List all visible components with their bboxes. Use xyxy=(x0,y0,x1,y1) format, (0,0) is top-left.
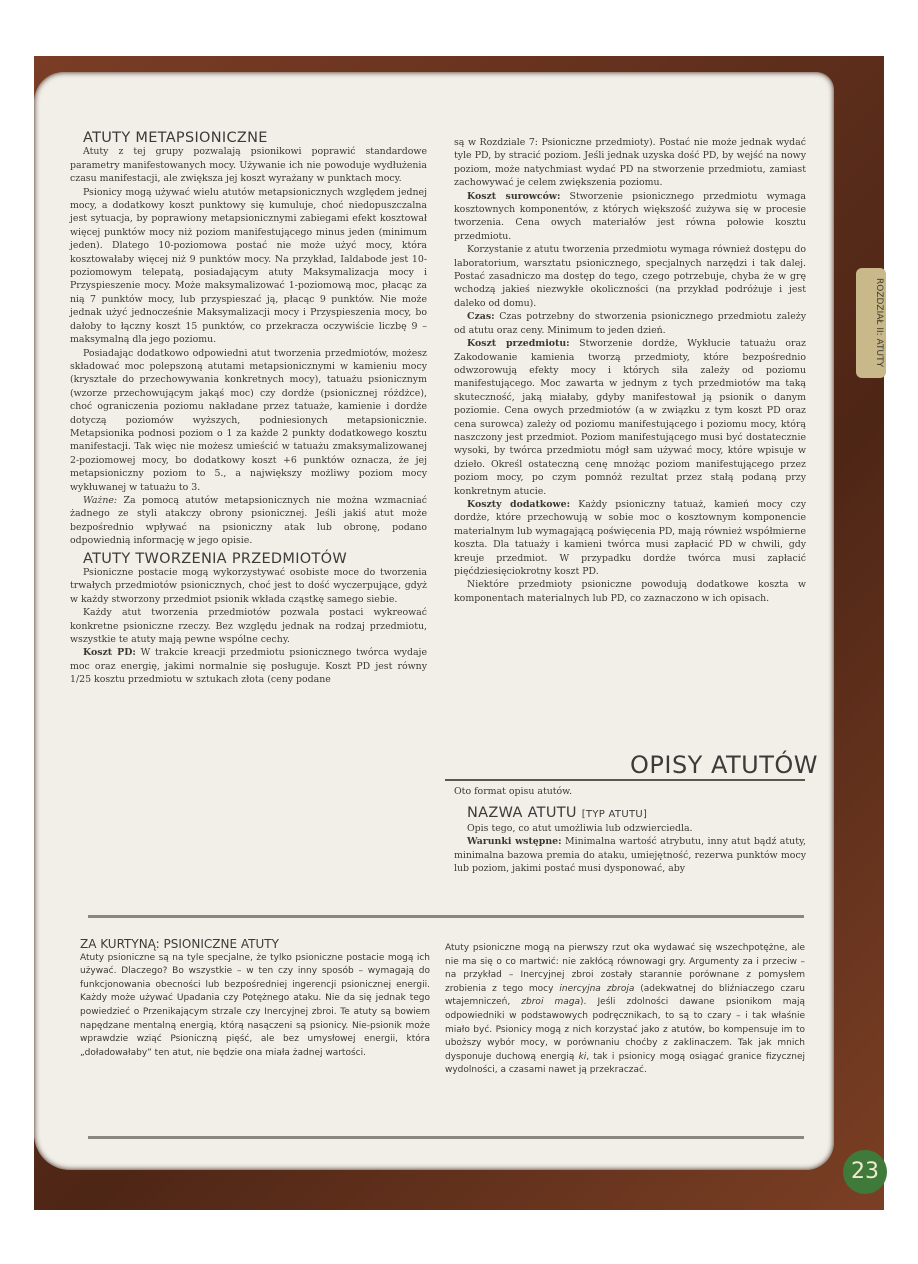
paragraph: Atuty z tej grupy pozwalają psionikowi poprawić standardowe parametry manifestowanych mocy. Używanie ich nie powoduje wydłużenia czasu manifestacji, ale zwiększa jej koszt wyrażany w punktach mocy. xyxy=(70,146,427,185)
paragraph: Posiadając dodatkowo odpowiedni atut tworzenia przedmiotów, możesz składować moc polepszoną atutami metapsionicznymi w kamieniu mocy (kryształe do przechowywania konkretnych mocy), tatuażu psionicznym (wzorze przechowującym jakąś moc) czy dordże (psionicznej różdżce), choć ograniczenia poziomu nakładane przez tatuaże, kamienie i dordże dotyczą poziomów wyższych, podniesionych metapsionicznie. Metapsionika podnosi poziom o 1 za każde 2 punkty dodatkowego kosztu manifestacji. Tak więc nie możesz umieścić w tatuażu zmaksymalizowanej 2-poziomowej mocy, bo dodatkowy koszt +6 punktów oznacza, że jej metapsioniczny poziom to 5., a największy możliwy poziom mocy wykłuwanej w tatuażu to 3. xyxy=(70,347,427,493)
sidebar-left xyxy=(80,938,430,1060)
sidebar-title: ZA KURTYNĄ: PSIONICZNE ATUTY xyxy=(80,937,279,951)
paragraph: Koszt przedmiotu: Stworzenie dordże, Wykłucie tatuażu oraz Zakodowanie kamienia tworzą przedmioty, które bezpośrednio odwzorowują efekty mocy i których siła zależy od poziomu manifestującego. Moc zawarta w jednym z tych przedmiotów ma taką skuteczność, jaką miałaby, gdyby manifestował ją psionik o danym poziomie. Cena owych przedmiotów (a w związku z tym koszt PD oraz cena surowca) zależy od poziomu manifestującego i poziomu mocy, którą naszczony jest przedmiot. Poziom manifestującego musi być dostatecznie wysoki, by twórca przedmiotu mógł sam używać mocy, które wpisuje w dzieło. Określ ostateczną cenę mnożąc poziom manifestującego przez poziom mocy, po czym pomnóż rezultat przez stałą podaną przy konkretnym atucie. xyxy=(454,338,806,497)
sidebar-paragraph: Atuty psioniczne mogą na pierwszy rzut oka wydawać się wszechpotężne, ale nie ma się o co martwić: nie zakłócą równowagi gry. Argumenty za i przeciw – na przykład – Inercyjnej zbroi zostały starannie porównane z pomysłem zrobienia z tego mocy inercyjna zbroja (adekwatnej do bliźniaczego czaru wtajemniczeń, zbroi maga). Jeśli zdolności dawane psionikom mają odpowiedniki w podstawowych podręcznikach, to są to czary – i tak właśnie miało być. Psionicy mogą z nich korzystać jako z atutów, bo kompensuje im to uboższy wybór mocy, w porównaniu choćby z zaklinaczem. Tak jak mnich dysponuje duchową energią ki, tak i psionicy mogą osiągać granice fizycznej wydolności, a czasami nawet ją przekraczać. xyxy=(445,943,806,1076)
paragraph: są w Rozdziale 7: Psioniczne przedmioty). Postać nie może jednak wydać tyle PD, by stracić poziom. Jeśli jednak uzyska dość PD, by wejść na nowy poziom, może natychmiast wydać PD na stworzenie przedmiotu, zamiast zachowywać je celem zwiększenia poziomu. xyxy=(454,137,806,189)
paragraph: Każdy atut tworzenia przedmiotów pozwala postaci wykreować konkretne psioniczne rzeczy. Bez względu jednak na rodzaj przedmiotu, wszystkie te atuty mają pewne wspólne cechy. xyxy=(70,607,427,646)
paragraph: Opis tego, co atut umożliwia lub odzwierciedla. xyxy=(467,822,693,834)
paragraph: Niektóre przedmioty psioniczne powodują dodatkowe koszta w komponentach materialnych lub PD, co zaznaczono w ich opisach. xyxy=(454,579,806,604)
paragraph: Koszty dodatkowe: Każdy psioniczny tatuaż, kamień mocy czy dordże, które przechowują w sobie moc o kosztownym komponencie materialnym lub wymagającą poświęcenia PD, mają również współmierne koszta. Dla tatuaży i kamieni twórca musi zapłacić PD w chwili, gdy kreuje przedmiot. W przypadku dordże twórca musi zapłacić pięćdziesięciokrotny koszt PD. xyxy=(454,498,806,577)
feat-descriptions-heading: OPISY ATUTÓW xyxy=(630,751,819,779)
paragraph: Koszt PD: W trakcie kreacji przedmiotu psionicznego twórca wydaje moc oraz energię, jakimi normalnie się posługuje. Koszt PD jest równy 1/25 kosztu przedmiotu w sztukach złota (ceny podane xyxy=(70,647,427,686)
right-column-lower xyxy=(454,785,806,875)
paragraph: Czas: Czas potrzebny do stworzenia psionicznego przedmiotu zależy od atutu oraz ceny. Minimum to jeden dzień. xyxy=(454,311,806,336)
heading-underline xyxy=(445,779,805,781)
heading-item-creation: ATUTY TWORZENIA PRZEDMIOTÓW xyxy=(83,550,348,567)
heading-metapsionic: ATUTY METAPSIONICZNE xyxy=(83,130,268,146)
paragraph: Psionicy mogą używać wielu atutów metapsionicznych względem jednej mocy, a dodatkowy koszt punktowy się kumuluje, choć niedopuszczalna jest sytuacja, by poprawiony metapsionicznymi zabiegami efekt kosztował więcej punktów mocy niż poziom manifestującego minus jeden (minimum jeden). Dlatego 10-poziomowa postać nie może użyć mocy, która kosztowałaby więcej niż 9 punktów mocy. Na przykład, Ialdabode jest 10-poziomowym telepatą, posiadającym atuty Maksymalizacja mocy i Przyspieszenie mocy. Może maksymalizować 1-poziomową moc, płacąc za nią 7 punktów mocy, lub przyspieszać ją, płacąc 9 punktów. Nie może jednak użyć jednocześnie Maksymalizacji mocy i Przyspieszenia mocy, bo dałoby to łączny koszt 15 punktów, co przekracza oczywiście liczbę 9 – maksymalną dla jego poziomu. xyxy=(70,186,427,346)
sidebar-right xyxy=(445,942,805,1078)
paragraph: Oto format opisu atutów. xyxy=(454,786,573,797)
sidebar-top-rule xyxy=(88,915,804,918)
paragraph: Ważne: Za pomocą atutów metapsionicznych nie można wzmacniać żadnego ze styli atakczy obrony psionicznej. Jeśli jakiś atut może bezpośrednio wpływać na psioniczny atak lub obronę, podano odpowiednią informację w jego opisie. xyxy=(70,494,427,547)
left-column xyxy=(70,132,427,687)
sidebar-paragraph: Atuty psioniczne są na tyle specjalne, że tylko psioniczne postacie mogą ich używać. Dlaczego? Bo wszystkie – w ten czy inny sposób – wymagają do funkcjonowania obecności lub bezpośredniej ingerencji psionicznej energii. Każdy może używać Upadania czy Potężnego ataku. Nie da się jednak tego powiedzieć o Przenikającym strzale czy Inercyjnej zbroi. Te atuty są bowiem napędzane mentalną energią, którą nasączeni są psionicy. Nie-psionik może wprawdzie wziąć Psioniczną pięść, ale bez umysłowej energii, która „doładowałaby” ten atut, nie będzie ona miała żadnej wartości. xyxy=(80,952,430,1058)
page-number-badge: 23 xyxy=(843,1150,887,1194)
paragraph: Koszt surowców: Stworzenie psionicznego przedmiotu wymaga kosztownych komponentów, z których większość zużywa się w procesie tworzenia. Cena owych materiałów jest równa połowie kosztu przedmiotu. xyxy=(454,190,806,242)
sidebar-bottom-rule xyxy=(88,1136,804,1139)
feat-name-heading: NAZWA ATUTU [TYP ATUTU] xyxy=(467,805,648,822)
paragraph: Psioniczne postacie mogą wykorzystywać osobiste moce do tworzenia trwałych przedmiotów psionicznych, choć jest to dość wyczerpujące, gdyż w każdy stworzony przedmiot psionik wkłada cząstkę samego siebie. xyxy=(70,567,427,605)
paragraph: Warunki wstępne: Minimalna wartość atrybutu, inny atut bądź atuty, minimalna bazowa premia do ataku, umiejętność, rezerwa punktów mocy lub poziom, jakimi postać musi dysponować, aby xyxy=(454,836,806,875)
right-column xyxy=(454,136,806,605)
chapter-tab: ROZDZIAŁ II: ATUTY xyxy=(856,268,886,378)
paragraph: Korzystanie z atutu tworzenia przedmiotu wymaga również dostępu do laboratorium, warsztatu psionicznego, specjalnych narzędzi i tak dalej. Postać zasadniczo ma dostęp do tego, czego potrzebuje, chyba że w grę wchodzą jakieś niezwykłe okoliczności (na przykład podróżuje i jest daleko od domu). xyxy=(454,244,806,309)
